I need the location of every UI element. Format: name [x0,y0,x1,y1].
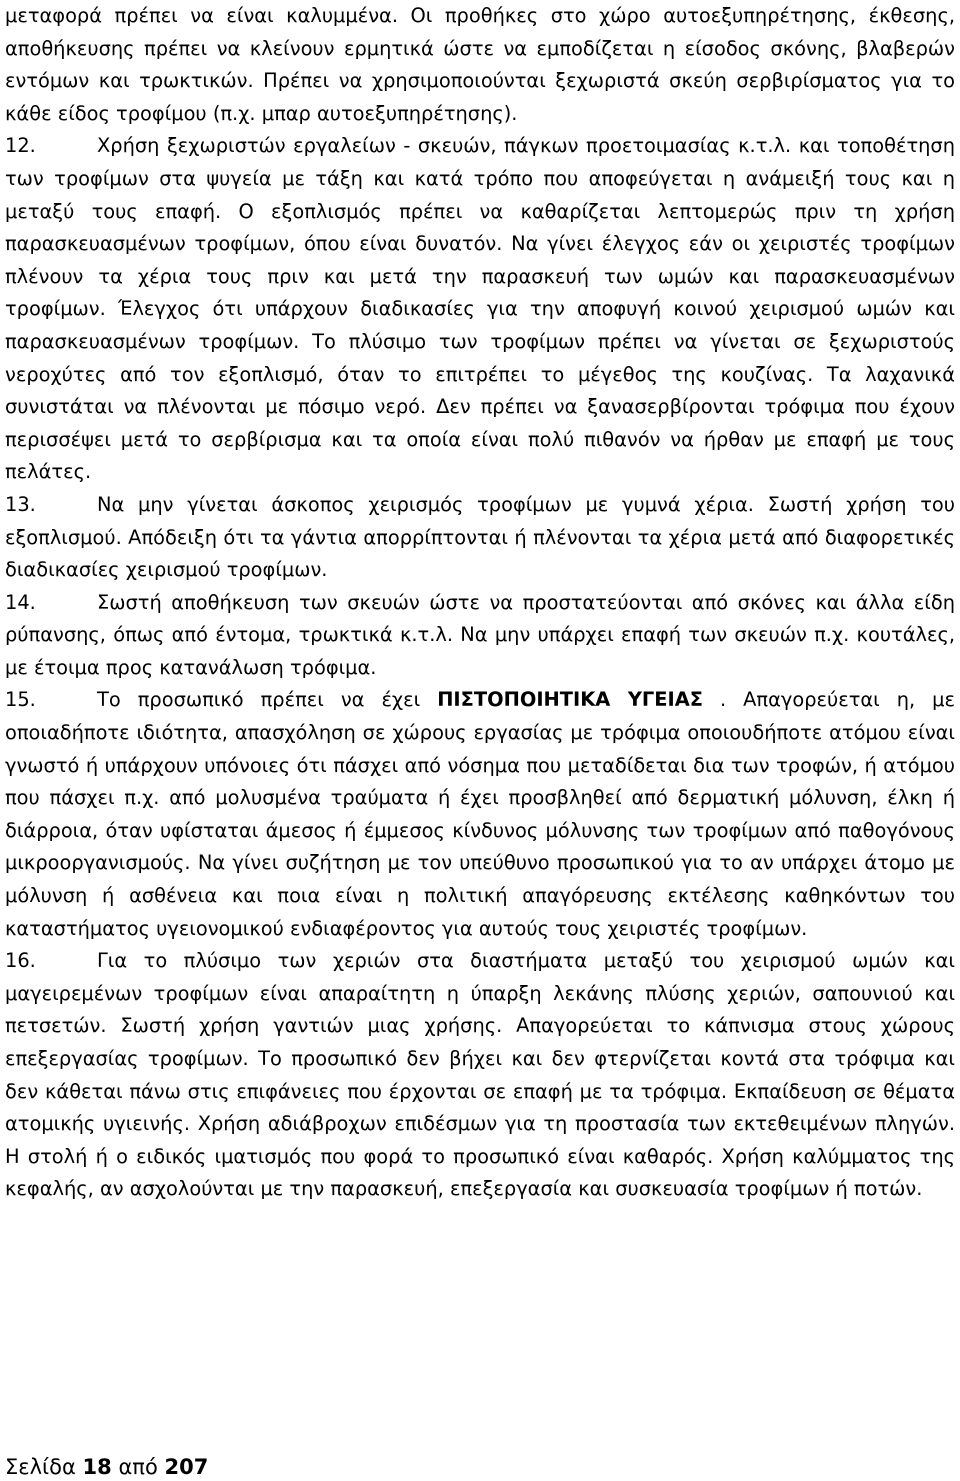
current-page-number: 18 [82,1455,112,1479]
item-text: Να μην γίνεται άσκοπος χειρισμός τροφίμων με γυμνά χέρια. Σωστή χρήση του εξοπλισμού. Απόδειξη ότι τα γάντια απορρίπτονται ή πλένονται τα χέρια μετά από διαφορετικές διαδικασίες χειρισμού τροφίμων. [5,492,955,582]
item-number: 14. [5,590,36,614]
health-certificates-emphasis: ΠΙΣΤΟΠΟΙΗΤΙΚΑ ΥΓΕΙΑΣ [437,688,703,712]
document-body [5,0,955,1206]
item-text-before: Το προσωπικό πρέπει να έχει [97,688,438,712]
item-number: 12. [5,134,36,158]
item-number: 16. [5,949,36,973]
total-pages-number: 207 [164,1455,209,1479]
item-text: Για το πλύσιμο των χεριών στα διαστήματα μεταξύ του χειρισμού ωμών και μαγειρεμένων τροφίμων είναι απαραίτητη η ύπαρξη λεκάνης πλύσης χεριών, σαπουνιού και πετσετών. Σωστή χρήση γαντιών μιας χρήσης. Απαγορεύεται το κάπνισμα στους χώρους επεξεργασίας τροφίμων. Το προσωπικό δεν βήχει και δεν φτερνίζεται κοντά στα τρόφιμα και δεν κάθεται πάνω στις επιφάνειες που έρχονται σε επαφή με τα τρόφιμα. Εκπαίδευση σε θέματα ατομικής υγιεινής. Χρήση αδιάβροχων επιδέσμων για τη προστασία των εκτεθειμένων πληγών. Η στολή ή ο ειδικός ιματισμός που φορά το προσωπικό είναι καθαρός. Χρήση καλύμματος της κεφαλής, αν ασχολούνται με την παρασκευή, επεξεργασία και συσκευασία τροφίμων ή ποτών. [5,949,955,1201]
page-footer [5,1453,208,1481]
intro-paragraph: μεταφορά πρέπει να είναι καλυμμένα. Οι προθήκες στο χώρο αυτοεξυπηρέτησης, έκθεσης, αποθήκευσης πρέπει να κλείνουν ερμητικά ώστε να εμποδίζεται η είσοδος σκόνης, βλαβερών εντόμων και τρωκτικών. Πρέπει να χρησιμοποιούνται ξεχωριστά σκεύη σερβιρίσματος για το κάθε είδος τροφίμου (π.χ. μπαρ αυτοεξυπηρέτησης). [5,4,955,125]
page-label: Σελίδα [5,1455,76,1479]
list-item-15 [5,684,955,945]
item-number: 13. [5,492,36,516]
list-item-16 [5,945,955,1206]
list-item-14 [5,587,955,685]
item-text: Σωστή αποθήκευση των σκευών ώστε να προστατεύονται από σκόνες και άλλα είδη ρύπανσης, όπως από έντομα, τρωκτικά κ.τ.λ. Να μην υπάρχει επαφή των σκευών π.χ. κουτάλες, με έτοιμα προς κατανάλωση τρόφιμα. [5,590,955,679]
list-item-12 [5,130,955,489]
item-text-after: . Απαγορεύεται η, με οποιαδήποτε ιδιότητα, απασχόληση σε χώρους εργασίας με τρόφιμα οποιουδήποτε ατόμου είναι γνωστό ή υπάρχουν υπόνοιες ότι πάσχει από νόσημα που μεταδίδεται δια των τροφών, ή ατόμου που πάσχει π.χ. από μολυσμένα τραύματα ή έχει προσβληθεί από δερματική μόλυνση, έλκη ή διάρροια, όταν υφίσταται άμεσος ή έμμεσος κίνδυνος μόλυνσης των τροφίμων από παθογόνους μικροοργανισμούς. Να γίνει συζήτηση με τον υπεύθυνο προσωπικού για το αν υπάρχει άτομο με μόλυνση ή ασθένεια και ποια είναι η πολιτική απαγόρευσης εκτέλεσης καθηκόντων του καταστήματος υγειονομικού ενδιαφέροντος για αυτούς τους χειριστές τροφίμων. [5,688,956,940]
list-item-13 [5,489,955,587]
page-of-label: από [118,1455,158,1479]
item-text: Χρήση ξεχωριστών εργαλείων - σκευών, πάγκων προετοιμασίας κ.τ.λ. και τοποθέτηση των τροφίμων στα ψυγεία με τάξη και κατά τρόπο που αποφεύγεται η ανάμειξή τους και η μεταξύ τους επαφή. Ο εξοπλισμός πρέπει να καθαρίζεται λεπτομερώς πριν τη χρήση παρασκευασμένων τροφίμων, όπου είναι δυνατόν. Να γίνει έλεγχος εάν οι χειριστές τροφίμων πλένουν τα χέρια τους πριν και μετά την παρασκευή των ωμών και παρασκευασμένων τροφίμων. Έλεγχος ότι υπάρχουν διαδικασίες για την αποφυγή κοινού χειρισμού ωμών και παρασκευασμένων τροφίμων. Το πλύσιμο των τροφίμων πρέπει να γίνεται σε ξεχωριστούς νεροχύτες από τον εξοπλισμό, όταν το επιτρέπει το μέγεθος της κουζίνας. Τα λαχανικά συνιστάται να πλένονται με πόσιμο νερό. Δεν πρέπει να ξανασερβίρονται τρόφιμα που έχουν περισσέψει μετά το σερβίρισμα και τα οποία είναι πολύ πιθανόν να ήρθαν με επαφή με τους πελάτες. [5,134,955,484]
item-number: 15. [5,688,36,712]
